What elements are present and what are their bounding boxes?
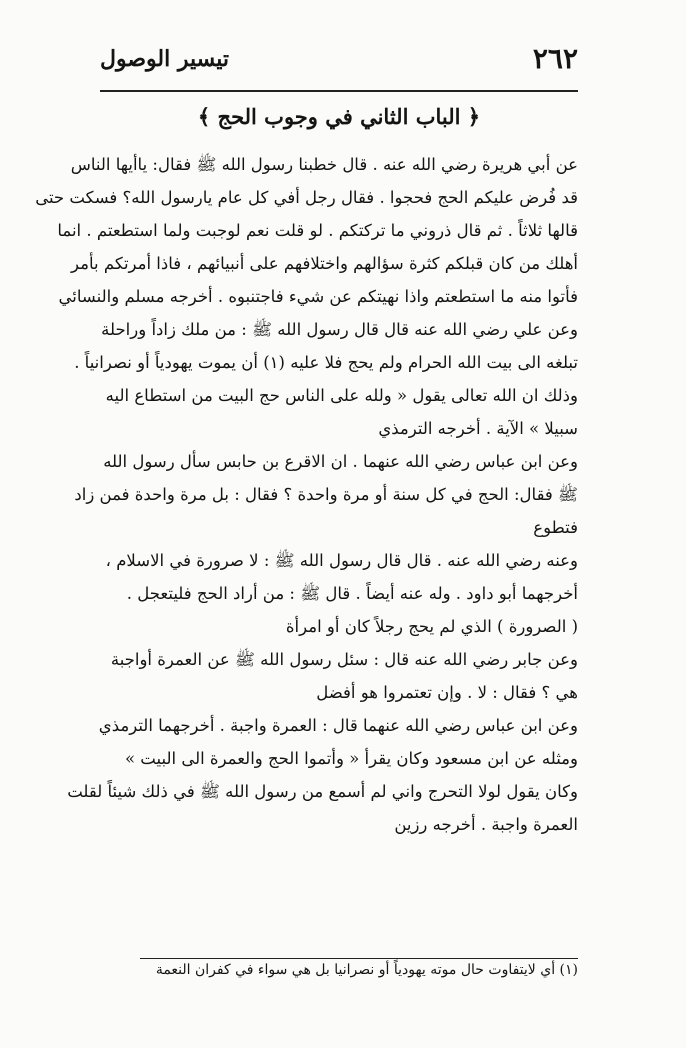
text-line: وكان يقول لولا التحرج واني لم أسمع من رسول الله ﷺ في ذلك شيئاً لقلت (67, 782, 578, 801)
text-line: أخرجهما أبو داود . وله عنه أيضاً . قال ﷺ : من أراد الحج فليتعجل . (126, 584, 578, 603)
text-line: ومثله عن ابن مسعود وكان يقرأ « وأتموا الحج والعمرة الى البيت » (124, 749, 578, 768)
footnote-rule (140, 958, 578, 959)
text-line: عن أبي هريرة رضي الله عنه . قال خطبنا رسول الله ﷺ فقال: ياأيها الناس (70, 155, 578, 174)
text-line: وعنه رضي الله عنه . قال قال رسول الله ﷺ : لا صرورة في الاسلام ، (105, 551, 578, 570)
text-line: وعن جابر رضي الله عنه قال : سئل رسول الله ﷺ عن العمرة أواجبة (110, 650, 578, 669)
text-line: فأتوا منه ما استطعتم واذا نهيتكم عن شيء فاجتنبوه . أخرجه مسلم والنسائي (58, 287, 578, 306)
text-line: فتطوع (533, 518, 578, 537)
text-line: وعن ابن عباس رضي الله عنهما . ان الاقرع بن حابس سأل رسول الله (103, 452, 578, 471)
page-number: ٢٦٢ (532, 42, 578, 75)
text-line: ( الصرورة ) الذي لم يحج رجلاً كان أو امرأة (285, 617, 578, 636)
footnote: (١) أي لايتفاوت حال موته يهودياً أو نصرانيا بل هي سواء في كفران النعمة (155, 962, 578, 978)
text-line: هي ؟ فقال : لا . وإن تعتمروا هو أفضل (316, 683, 578, 702)
text-line: وعن علي رضي الله عنه قال قال رسول الله ﷺ : من ملك زاداً وراحلة (101, 320, 578, 339)
text-line: وذلك ان الله تعالى يقول « ولله على الناس حج البيت من استطاع اليه (105, 386, 578, 405)
text-line: أهلك من كان قبلكم كثرة سؤالهم واختلافهم على أنبيائهم ، فاذا أمرتكم بأمر (71, 254, 578, 273)
page-header (100, 42, 578, 82)
text-line: ﷺ فقال: الحج في كل سنة أو مرة واحدة ؟ فقال : بل مرة واحدة فمن زاد (74, 485, 578, 504)
text-line: وعن ابن عباس رضي الله عنهما قال : العمرة واجبة . أخرجهما الترمذي (98, 716, 578, 735)
text-line: قالها ثلاثاً . ثم قال ذروني ما تركتكم . لو قلت نعم لوجبت ولما استطعتم . انما (57, 221, 578, 240)
chapter-title: ﴿ الباب الثاني في وجوب الحج ﴾ (197, 104, 481, 129)
header-rule (100, 90, 578, 92)
text-line: سبيلا » الآية . أخرجه الترمذي (378, 419, 578, 438)
text-line: العمرة واجبة . أخرجه رزين (394, 815, 578, 834)
text-line: تبلغه الى بيت الله الحرام ولم يحج فلا عليه (١) أن يموت يهودياً أو نصرانياً . (74, 353, 578, 372)
text-line: قد فُرض عليكم الحج فحجوا . فقال رجل أفي كل عام يارسول الله؟ فسكت حتى (35, 188, 578, 207)
body-text (35, 148, 578, 841)
running-title: تيسير الوصول (100, 46, 230, 72)
